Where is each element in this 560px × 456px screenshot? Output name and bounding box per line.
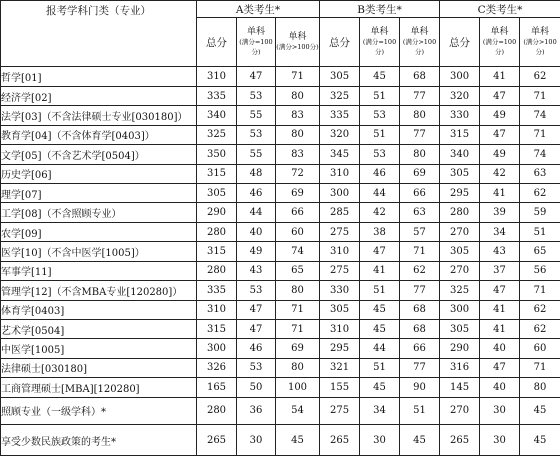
table-row [1, 339, 560, 358]
score-cell: 315 [440, 125, 480, 144]
score-cell: 305 [197, 183, 237, 202]
score-cell: 40 [480, 339, 520, 358]
score-cell: 36 [237, 397, 276, 425]
score-cell: 280 [197, 261, 237, 280]
score-cell: 340 [440, 145, 480, 164]
score-cell: 300 [320, 183, 360, 202]
score-cell: 62 [520, 319, 560, 338]
score-cell: 69 [400, 164, 440, 183]
subheader-single-detail: (满分>100分) [276, 43, 319, 52]
subheader-total-label: 总分 [449, 36, 471, 49]
score-cell: 310 [320, 164, 360, 183]
score-cell: 65 [276, 261, 320, 280]
score-cell: 43 [237, 261, 276, 280]
score-cell: 51 [520, 222, 560, 241]
score-cell: 63 [520, 164, 560, 183]
subheader-single-title: 单科 [531, 27, 550, 38]
score-cell: 71 [276, 319, 320, 338]
score-cell: 69 [276, 339, 320, 358]
score-cell: 51 [360, 358, 400, 377]
score-cell: 265 [440, 425, 480, 456]
score-cell: 80 [276, 281, 320, 300]
score-cell: 60 [276, 222, 320, 241]
score-cell: 53 [237, 281, 276, 300]
score-cell: 62 [520, 300, 560, 319]
score-cell: 77 [400, 281, 440, 300]
score-cell: 315 [197, 319, 237, 338]
score-cell: 310 [197, 67, 237, 86]
score-cell: 305 [320, 67, 360, 86]
row-category-name: 体育学[0403] [1, 300, 197, 319]
table-row [1, 242, 560, 261]
score-cell: 77 [400, 358, 440, 377]
score-cell: 47 [360, 242, 400, 261]
score-cell: 47 [480, 281, 520, 300]
subheader-single-title: 单科 [246, 27, 265, 38]
score-cell: 62 [520, 183, 560, 202]
score-cell: 71 [520, 125, 560, 144]
row-category-name: 哲学[01] [1, 67, 197, 86]
score-cell: 80 [276, 358, 320, 377]
score-cell: 45 [400, 425, 440, 456]
table-row [1, 319, 560, 338]
score-cell: 44 [360, 183, 400, 202]
score-cell: 40 [480, 378, 520, 397]
subheader-single-title: 单科 [370, 27, 389, 38]
score-cell: 300 [197, 339, 237, 358]
score-cell: 305 [440, 164, 480, 183]
score-cell: 37 [480, 261, 520, 280]
score-cell: 80 [276, 86, 320, 105]
score-cell: 72 [276, 164, 320, 183]
score-cell: 275 [320, 397, 360, 425]
category-header: 报考学科门类（专业） [1, 1, 197, 67]
score-cell: 325 [197, 125, 237, 144]
subheader-single-gt-a [276, 18, 320, 67]
subheader-single-le-c [480, 18, 520, 67]
score-cell: 49 [237, 242, 276, 261]
score-cell: 74 [276, 242, 320, 261]
score-cell: 295 [440, 183, 480, 202]
subheader-total-a [197, 18, 237, 67]
score-cell: 320 [440, 86, 480, 105]
score-cell: 47 [237, 300, 276, 319]
score-cell: 49 [480, 145, 520, 164]
score-cell: 80 [400, 145, 440, 164]
score-cell: 54 [276, 397, 320, 425]
score-cell: 60 [520, 339, 560, 358]
score-cell: 71 [520, 281, 560, 300]
score-cell: 66 [276, 203, 320, 222]
score-cell: 34 [360, 397, 400, 425]
score-cell: 275 [320, 222, 360, 241]
score-cell: 71 [520, 86, 560, 105]
score-cell: 345 [320, 145, 360, 164]
score-cell: 300 [440, 67, 480, 86]
subheader-single-title: 单科 [410, 27, 429, 38]
row-category-name: 理学[07] [1, 183, 197, 202]
row-category-name: 享受少数民族政策的考生* [1, 425, 197, 456]
score-cell: 290 [197, 203, 237, 222]
row-category-name: 管理学[12]（不含MBA专业[120280]） [1, 281, 197, 300]
subheader-total-label: 总分 [206, 36, 227, 49]
score-cell: 34 [480, 222, 520, 241]
score-cell: 335 [197, 86, 237, 105]
score-cell: 74 [520, 145, 560, 164]
score-cell: 47 [480, 125, 520, 144]
score-cell: 41 [480, 300, 520, 319]
score-cell: 90 [400, 378, 440, 397]
score-cell: 40 [237, 222, 276, 241]
subheader-single-title: 单科 [490, 27, 509, 38]
row-category-name: 工商管理硕士[MBA][120280] [1, 378, 197, 397]
score-cell: 74 [520, 106, 560, 125]
score-cell: 53 [360, 106, 400, 125]
table-row [1, 164, 560, 183]
subheader-total-c [440, 18, 480, 67]
score-cell: 66 [400, 183, 440, 202]
subheader-single-gt-b [400, 18, 440, 67]
row-category-name: 工学[08]（不含照顾专业） [1, 203, 197, 222]
score-cell: 47 [237, 67, 276, 86]
score-cell: 83 [276, 106, 320, 125]
score-cell: 310 [320, 242, 360, 261]
score-cell: 350 [197, 145, 237, 164]
subheader-single-le-b [360, 18, 400, 67]
score-cell: 45 [360, 378, 400, 397]
score-cell: 270 [440, 222, 480, 241]
score-cell: 53 [237, 125, 276, 144]
subheader-single-detail: (满分=100分) [362, 38, 397, 57]
score-cell: 77 [400, 125, 440, 144]
score-cell: 44 [360, 339, 400, 358]
score-cell: 265 [197, 425, 237, 456]
subheader-single-detail: (满分>100分) [402, 38, 437, 57]
score-cell: 30 [480, 397, 520, 425]
score-cell: 270 [440, 397, 480, 425]
score-cell: 155 [320, 378, 360, 397]
table-row [1, 67, 560, 86]
score-cell: 45 [276, 425, 320, 456]
row-category-name: 教育学[04]（不含体育学[0403]） [1, 125, 197, 144]
score-cell: 305 [320, 300, 360, 319]
score-cell: 51 [360, 86, 400, 105]
score-cell: 310 [197, 300, 237, 319]
row-category-name: 艺术学[0504] [1, 319, 197, 338]
score-cell: 41 [480, 67, 520, 86]
score-cell: 45 [520, 397, 560, 425]
score-cell: 51 [400, 397, 440, 425]
score-cell: 305 [440, 319, 480, 338]
score-cell: 71 [400, 242, 440, 261]
table-row [1, 300, 560, 319]
score-cell: 30 [360, 425, 400, 456]
row-category-name: 法律硕士[030180] [1, 358, 197, 377]
score-cell: 43 [480, 242, 520, 261]
score-cell: 51 [360, 281, 400, 300]
score-cell: 56 [520, 261, 560, 280]
score-cell: 45 [360, 319, 400, 338]
group-header-b: B类考生* [320, 1, 440, 18]
score-cell: 30 [480, 425, 520, 456]
score-cell: 280 [440, 203, 480, 222]
score-cell: 280 [197, 222, 237, 241]
score-cell: 320 [320, 125, 360, 144]
score-cell: 71 [276, 300, 320, 319]
subheader-single-le-a [237, 18, 276, 67]
score-cell: 280 [197, 397, 237, 425]
score-cell: 335 [320, 106, 360, 125]
row-category-name: 法学[03]（不含法律硕士专业[030180]） [1, 106, 197, 125]
score-cell: 316 [440, 358, 480, 377]
score-cell: 46 [237, 183, 276, 202]
table-row [1, 86, 560, 105]
score-cell: 41 [360, 261, 400, 280]
row-category-name: 中医学[1005] [1, 339, 197, 358]
score-cell: 41 [480, 319, 520, 338]
subheader-single-detail: (满分=100分) [239, 38, 273, 57]
table-row [1, 222, 560, 241]
score-cell: 48 [237, 164, 276, 183]
score-cell: 321 [320, 358, 360, 377]
score-cell: 295 [320, 339, 360, 358]
score-cell: 335 [197, 281, 237, 300]
group-header-a: A类考生* [197, 1, 320, 18]
score-cell: 62 [400, 261, 440, 280]
table-row [1, 145, 560, 164]
row-category-name: 农学[09] [1, 222, 197, 241]
score-cell: 47 [480, 358, 520, 377]
score-cell: 46 [360, 164, 400, 183]
table-row [1, 106, 560, 125]
score-cell: 30 [237, 425, 276, 456]
score-cell: 53 [237, 358, 276, 377]
score-cell: 63 [400, 203, 440, 222]
subheader-single-title: 单科 [288, 32, 307, 43]
score-cell: 340 [197, 106, 237, 125]
score-cell: 315 [197, 242, 237, 261]
score-cell: 325 [320, 86, 360, 105]
table-row [1, 358, 560, 377]
score-cell: 71 [276, 67, 320, 86]
score-cell: 41 [480, 183, 520, 202]
row-category-name: 经济学[02] [1, 86, 197, 105]
score-cell: 80 [400, 106, 440, 125]
score-cell: 45 [360, 67, 400, 86]
score-cell: 310 [320, 319, 360, 338]
score-cell: 71 [520, 358, 560, 377]
subheader-single-gt-c [520, 18, 560, 67]
score-cell: 325 [440, 281, 480, 300]
table-row [1, 261, 560, 280]
score-cell: 50 [237, 378, 276, 397]
score-cell: 42 [360, 203, 400, 222]
score-cell: 100 [276, 378, 320, 397]
score-cell: 145 [440, 378, 480, 397]
score-cell: 69 [276, 183, 320, 202]
score-cell: 62 [520, 67, 560, 86]
score-cell: 55 [237, 106, 276, 125]
subheader-single-detail: (满分=100分) [482, 38, 517, 57]
score-cell: 44 [237, 203, 276, 222]
score-cell: 290 [440, 339, 480, 358]
group-header-c: C类考生* [440, 1, 560, 18]
score-cell: 42 [480, 164, 520, 183]
score-cell: 77 [400, 86, 440, 105]
score-cell: 330 [440, 106, 480, 125]
score-cell: 46 [237, 339, 276, 358]
score-cell: 83 [276, 145, 320, 164]
header-row-groups [1, 1, 560, 18]
score-cell: 45 [520, 425, 560, 456]
table-row [1, 183, 560, 202]
table-row [1, 125, 560, 144]
score-cell: 53 [360, 145, 400, 164]
score-cell: 45 [360, 300, 400, 319]
score-cell: 300 [440, 300, 480, 319]
score-cell: 68 [400, 319, 440, 338]
score-cell: 270 [440, 261, 480, 280]
score-cell: 275 [320, 261, 360, 280]
table-row [1, 425, 560, 456]
score-cell: 305 [440, 242, 480, 261]
table-row [1, 203, 560, 222]
score-cell: 38 [360, 222, 400, 241]
score-cell: 68 [400, 67, 440, 86]
score-cell: 330 [320, 281, 360, 300]
score-cell: 165 [197, 378, 237, 397]
row-category-name: 文学[05]（不含艺术学[0504]） [1, 145, 197, 164]
score-cell: 51 [360, 125, 400, 144]
score-cell: 265 [320, 425, 360, 456]
table-row [1, 397, 560, 425]
score-cell: 326 [197, 358, 237, 377]
score-cell: 80 [520, 378, 560, 397]
score-cell: 285 [320, 203, 360, 222]
subheader-total-label: 总分 [329, 36, 351, 49]
row-category-name: 历史学[06] [1, 164, 197, 183]
subheader-total-b [320, 18, 360, 67]
row-category-name: 军事学[11] [1, 261, 197, 280]
score-cell: 66 [400, 339, 440, 358]
score-cell: 47 [480, 86, 520, 105]
score-cell: 68 [400, 300, 440, 319]
subheader-single-detail: (满分>100分) [523, 38, 557, 57]
score-cell: 315 [197, 164, 237, 183]
score-cell: 59 [520, 203, 560, 222]
score-cell: 55 [237, 145, 276, 164]
table-row [1, 378, 560, 397]
score-cell: 57 [400, 222, 440, 241]
score-cell: 53 [237, 86, 276, 105]
row-category-name: 照顾专业（一级学科）* [1, 397, 197, 425]
score-cell: 80 [276, 125, 320, 144]
score-cell: 65 [520, 242, 560, 261]
score-cell: 39 [480, 203, 520, 222]
row-category-name: 医学[10]（不含中医学[1005]） [1, 242, 197, 261]
table-row [1, 281, 560, 300]
score-cell: 47 [237, 319, 276, 338]
score-cell: 49 [480, 106, 520, 125]
